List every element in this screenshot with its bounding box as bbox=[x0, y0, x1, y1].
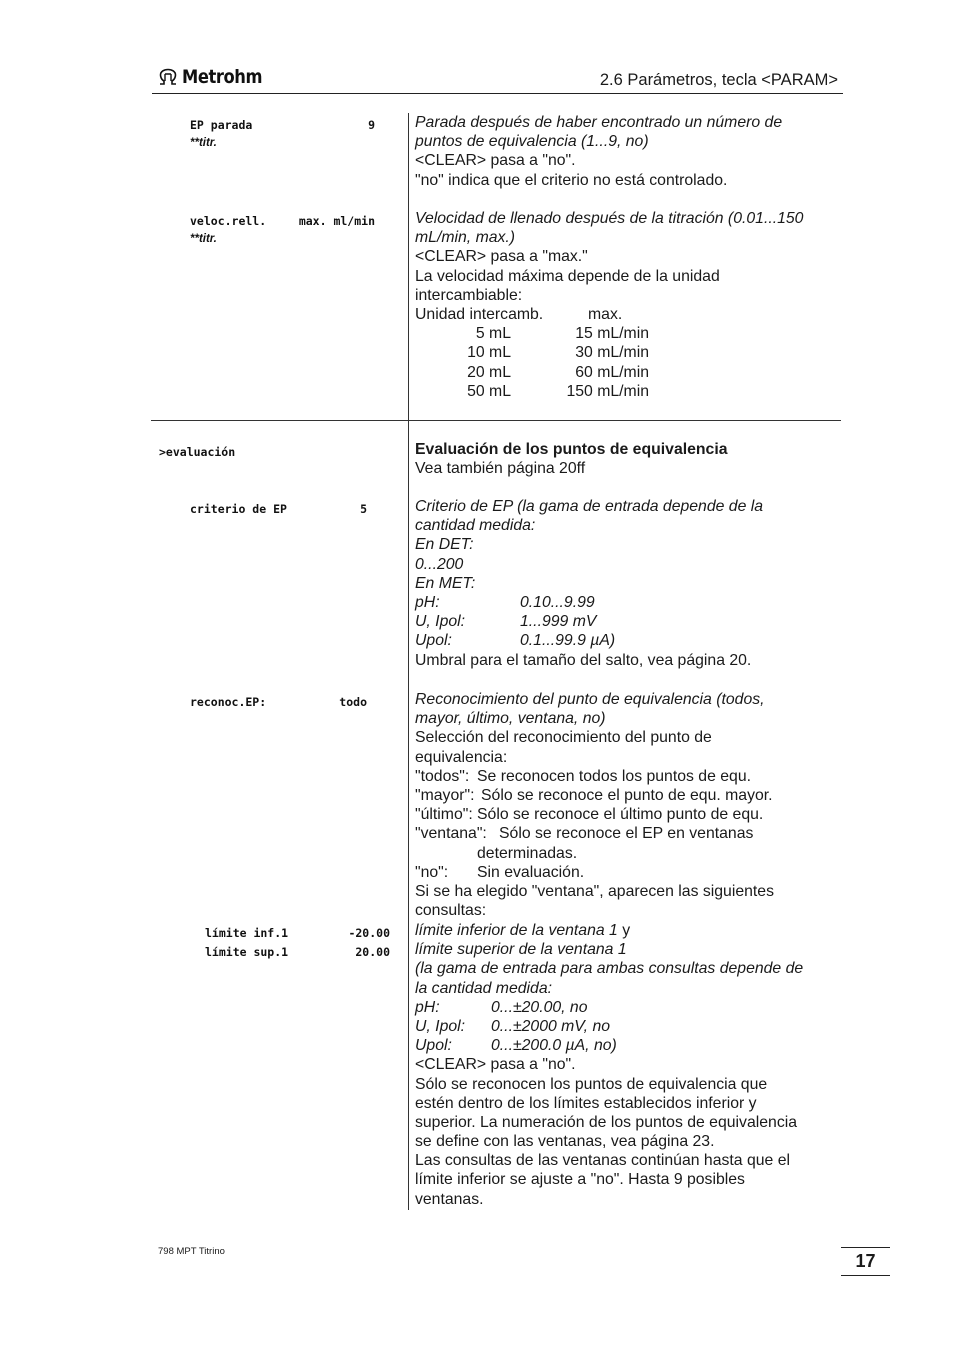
desc-line: mL/min, max.) bbox=[415, 229, 516, 247]
desc-reconoc bbox=[415, 690, 845, 920]
range-row bbox=[415, 631, 845, 650]
option-text: Sólo se reconoce el punto de equ. mayor. bbox=[481, 786, 773, 804]
speed-table-row bbox=[415, 324, 845, 343]
param-limite-sup-value: 20.00 bbox=[355, 945, 390, 959]
param-veloc-value: max. ml/min bbox=[298, 214, 375, 228]
param-veloc-label: veloc.rell. bbox=[190, 214, 267, 228]
desc-line: Selección del reconocimiento del punto de bbox=[415, 729, 712, 747]
option-row bbox=[415, 767, 845, 786]
desc-line: La velocidad máxima depende de la unidad bbox=[415, 267, 720, 285]
table-cell-unit: 10 mL bbox=[467, 344, 511, 362]
desc-line: límite inferior se ajuste a "no". Hasta 9 posibles bbox=[415, 1171, 745, 1189]
desc-line: puntos de equivalencia (1...9, no) bbox=[415, 133, 649, 151]
param-limite-inf-value: -20.00 bbox=[348, 926, 390, 940]
table-cell-unit: 50 mL bbox=[467, 382, 511, 400]
range-row bbox=[415, 612, 845, 631]
param-limite-inf-label: límite inf.1 bbox=[205, 926, 289, 940]
range-label: U, Ipol: bbox=[415, 613, 466, 631]
option-text: Sólo se reconoce el EP en ventanas bbox=[499, 825, 754, 843]
param-veloc-sub: **titr. bbox=[190, 233, 217, 245]
option-key: "no": bbox=[415, 863, 449, 881]
desc-line: Velocidad de llenado después de la titración (0.01...150 bbox=[415, 210, 804, 227]
footer-model: 798 MPT Titrino bbox=[158, 1246, 225, 1257]
metrohm-logo bbox=[158, 66, 275, 88]
option-key: "todos": bbox=[415, 767, 470, 785]
option-text: Sin evaluación. bbox=[477, 863, 585, 881]
desc-line: equivalencia: bbox=[415, 748, 508, 766]
option-text: determinadas. bbox=[477, 844, 578, 862]
desc-line: ventanas. bbox=[415, 1190, 484, 1208]
speed-table-header bbox=[415, 305, 845, 324]
desc-line: límite superior de la ventana 1 bbox=[415, 941, 627, 959]
table-cell-unit: 5 mL bbox=[475, 325, 511, 343]
option-text: Sólo se reconoce el último punto de equ. bbox=[477, 806, 764, 824]
header-rule bbox=[152, 93, 843, 94]
table-cell-unit: 20 mL bbox=[467, 363, 511, 381]
option-key: "ventana": bbox=[415, 825, 487, 843]
range-value: 0.1...99.9 µA) bbox=[520, 632, 616, 650]
speed-table-row bbox=[415, 363, 845, 382]
speed-table-row bbox=[415, 382, 845, 401]
range-value: 0...±200.0 µA, no) bbox=[491, 1037, 617, 1055]
table-cell-speed: 60 mL/min bbox=[575, 363, 649, 381]
desc-line: En DET: bbox=[415, 536, 474, 554]
option-text: Se reconocen todos los puntos de equ. bbox=[477, 767, 752, 785]
desc-line: Parada después de haber encontrado un número de bbox=[415, 114, 783, 131]
table-head-max: max. bbox=[588, 305, 623, 323]
range-value: 0...±20.00, no bbox=[491, 998, 588, 1016]
desc-ep-parada bbox=[415, 113, 845, 190]
param-reconoc-label: reconoc.EP: bbox=[190, 695, 267, 709]
param-limite-sup-label: límite sup.1 bbox=[205, 945, 289, 959]
desc-line: Criterio de EP (la gama de entrada depende de la bbox=[415, 498, 764, 515]
range-label: pH: bbox=[415, 998, 440, 1016]
option-key: "mayor": bbox=[415, 786, 475, 804]
param-criterio-label: criterio de EP bbox=[190, 502, 287, 516]
desc-line: se define con las ventanas, vea página 23. bbox=[415, 1133, 715, 1151]
param-ep-parada-value: 9 bbox=[368, 118, 375, 132]
range-label: Upol: bbox=[415, 632, 452, 650]
range-row bbox=[415, 1036, 845, 1055]
desc-line: En MET: bbox=[415, 574, 476, 592]
desc-line: Vea también página 20ff bbox=[415, 460, 586, 478]
table-head-unit: Unidad intercamb. bbox=[415, 305, 544, 323]
desc-line: <CLEAR> pasa a "max." bbox=[415, 248, 588, 266]
desc-evaluacion bbox=[415, 440, 845, 478]
table-cell-speed: 15 mL/min bbox=[575, 325, 649, 343]
desc-line: "no" indica que el criterio no está controlado. bbox=[415, 171, 728, 189]
desc-line: Sólo se reconocen los puntos de equivalencia que bbox=[415, 1075, 768, 1093]
option-row bbox=[415, 863, 845, 882]
desc-line: consultas: bbox=[415, 902, 487, 920]
section-heading: Evaluación de los puntos de equivalencia bbox=[415, 441, 728, 458]
range-row bbox=[415, 1017, 845, 1036]
range-label: Upol: bbox=[415, 1037, 452, 1055]
desc-veloc bbox=[415, 209, 845, 401]
table-cell-speed: 30 mL/min bbox=[575, 344, 649, 362]
param-ep-parada-label: EP parada bbox=[190, 118, 253, 132]
desc-criterio bbox=[415, 497, 845, 670]
desc-line bbox=[415, 921, 845, 940]
desc-line: mayor, último, ventana, no) bbox=[415, 710, 606, 728]
range-value: 0...±2000 mV, no bbox=[491, 1017, 611, 1035]
desc-line: Reconocimiento del punto de equivalencia (todos, bbox=[415, 691, 765, 708]
speed-table-row bbox=[415, 343, 845, 362]
desc-line: Si se ha elegido "ventana", aparecen las siguientes bbox=[415, 882, 774, 900]
table-cell-speed: 150 mL/min bbox=[566, 382, 649, 400]
desc-line: <CLEAR> pasa a "no". bbox=[415, 152, 576, 170]
desc-line: 0...200 bbox=[415, 555, 464, 573]
param-reconoc-value: todo bbox=[339, 695, 367, 709]
desc-line: la cantidad medida: bbox=[415, 979, 552, 997]
column-divider bbox=[408, 113, 409, 1210]
range-row bbox=[415, 998, 845, 1017]
desc-line: Umbral para el tamaño del salto, vea página 20. bbox=[415, 651, 752, 669]
option-row bbox=[415, 786, 845, 805]
param-ep-parada-sub: **titr. bbox=[190, 137, 217, 149]
param-criterio-value: 5 bbox=[360, 502, 367, 516]
section-title: 2.6 Parámetros, tecla <PARAM> bbox=[599, 71, 838, 89]
omega-logo-icon bbox=[158, 68, 178, 86]
desc-line: (la gama de entrada para ambas consultas depende de bbox=[415, 960, 804, 978]
option-row bbox=[415, 844, 845, 863]
logo-text: Metrohm bbox=[182, 66, 263, 88]
desc-line: <CLEAR> pasa a "no". bbox=[415, 1056, 576, 1074]
desc-line-plain: y bbox=[617, 922, 631, 939]
desc-line: estén dentro de los límites establecidos inferior y bbox=[415, 1094, 757, 1112]
desc-line: Las consultas de las ventanas continúan hasta que el bbox=[415, 1152, 790, 1170]
param-evaluacion-label: >evaluación bbox=[159, 445, 236, 459]
desc-line: intercambiable: bbox=[415, 286, 523, 304]
range-label: pH: bbox=[415, 593, 440, 611]
range-value: 1...999 mV bbox=[520, 613, 597, 631]
desc-line: superior. La numeración de los puntos de equivalencia bbox=[415, 1113, 798, 1131]
page-number: 17 bbox=[841, 1247, 890, 1276]
option-row bbox=[415, 805, 845, 824]
option-row bbox=[415, 824, 845, 843]
option-key: "último": bbox=[415, 806, 473, 824]
desc-limites bbox=[415, 921, 845, 1209]
desc-line-italic: límite inferior de la ventana 1 bbox=[415, 922, 618, 939]
range-label: U, Ipol: bbox=[415, 1017, 466, 1035]
section-divider bbox=[151, 420, 841, 421]
desc-line: cantidad medida: bbox=[415, 517, 536, 535]
range-row bbox=[415, 593, 845, 612]
range-value: 0.10...9.99 bbox=[520, 593, 595, 611]
